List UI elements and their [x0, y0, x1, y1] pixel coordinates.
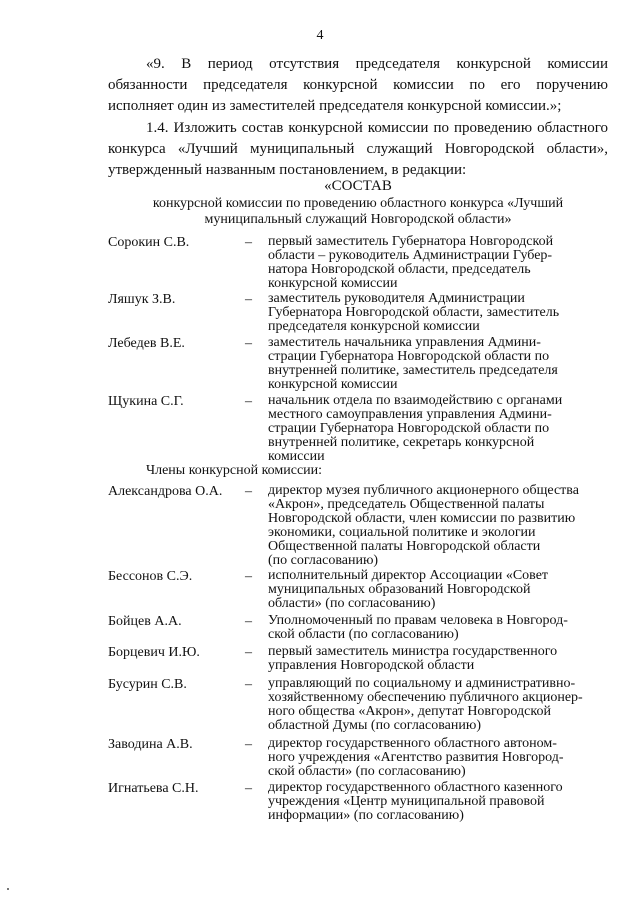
role-line: Новгородской области, член комиссии по развитию	[268, 511, 576, 526]
paragraph-line: «9. В период отсутствия председателя конкурсной комиссии	[146, 56, 608, 72]
scan-speck	[7, 888, 9, 890]
member-role	[268, 484, 608, 568]
role-line: заместитель начальника управления Админи-	[268, 335, 541, 350]
role-line: управляющий по социальному и административно-	[268, 676, 576, 691]
role-line: информации» (по согласованию)	[268, 808, 464, 823]
role-line: исполнительный директор Ассоциации «Совет	[268, 568, 549, 583]
role-line: Губернатора Новгородской области, заместитель	[268, 305, 560, 320]
role-line: председателя конкурсной комиссии	[268, 319, 480, 334]
page-number: 4	[316, 28, 324, 43]
role-line: области» (по согласованию)	[268, 596, 436, 611]
dash-separator: –	[245, 484, 252, 499]
role-line: директор государственного областного казенного	[268, 780, 563, 795]
member-role	[268, 235, 608, 291]
role-line: областной Думы (по согласованию)	[268, 718, 481, 733]
dash-separator: –	[245, 737, 252, 752]
role-line: внутренней политике, секретарь конкурсной	[268, 435, 535, 450]
member-name: Заводина А.В.	[108, 737, 193, 752]
member-name: Сорокин С.В.	[108, 235, 190, 250]
role-line: экономики, социальной политике и экологии	[268, 525, 536, 540]
dash-separator: –	[245, 781, 252, 796]
dash-separator: –	[245, 336, 252, 351]
member-name: Ляшук З.В.	[108, 292, 176, 307]
role-line: страции Губернатора Новгородской области по	[268, 421, 550, 436]
paragraph-line: обязанности председателя конкурсной комиссии по его поручению	[108, 77, 608, 93]
member-role	[268, 336, 608, 392]
paragraph-line: конкурса «Лучший муниципальный служащий Новгородской области»,	[108, 141, 608, 157]
paragraph-line: 1.4. Изложить состав конкурсной комиссии по проведению областного	[146, 120, 608, 136]
role-line: ного общества «Акрон», депутат Новгородской	[268, 704, 551, 719]
composition-subtitle-line: муниципальный служащий Новгородской области»	[204, 212, 512, 227]
role-line: Уполномоченный по правам человека в Новгород-	[268, 613, 568, 628]
dash-separator: –	[245, 677, 252, 692]
role-line: учреждения «Центр муниципальной правовой	[268, 794, 545, 809]
dash-separator: –	[245, 394, 252, 409]
role-line: первый заместитель министра государственного	[268, 644, 558, 659]
members-heading: Члены конкурсной комиссии:	[146, 463, 323, 478]
dash-separator: –	[245, 292, 252, 307]
role-line: муниципальных образований Новгородской	[268, 582, 531, 597]
role-line: директор государственного областного автоном-	[268, 736, 557, 751]
member-name: Борцевич И.Ю.	[108, 645, 200, 660]
role-line: «Акрон», председатель Общественной палаты	[268, 497, 545, 512]
role-line: хозяйственному обеспечению публичного акционер-	[268, 690, 583, 705]
role-line: ской области» (по согласованию)	[268, 764, 466, 779]
role-line: директор музея публичного акционерного общества	[268, 483, 579, 498]
role-line: Общественной палаты Новгородской области	[268, 539, 541, 554]
intro-paragraph	[108, 54, 608, 117]
commission-member-row	[108, 781, 608, 861]
role-line: заместитель руководителя Администрации	[268, 291, 525, 306]
member-role	[268, 569, 608, 611]
member-name: Щукина С.Г.	[108, 394, 184, 409]
member-role	[268, 614, 608, 642]
member-name: Бусурин С.В.	[108, 677, 187, 692]
commission-member-row	[108, 394, 608, 474]
role-line: натора Новгородской области, председатель	[268, 262, 531, 277]
member-name: Александрова О.А.	[108, 484, 223, 499]
dash-separator: –	[245, 645, 252, 660]
role-line: комиссии	[268, 449, 325, 464]
composition-subtitle-line: конкурсной комиссии по проведению областного конкурса «Лучший	[152, 196, 564, 211]
member-name: Лебедев В.Е.	[108, 336, 185, 351]
paragraph-line: исполняет один из заместителей председателя конкурсной комиссии.»;	[108, 98, 562, 114]
member-role	[268, 781, 608, 823]
dash-separator: –	[245, 235, 252, 250]
dash-separator: –	[245, 569, 252, 584]
role-line: ской области (по согласованию)	[268, 627, 459, 642]
role-line: конкурсной комиссии	[268, 276, 398, 291]
role-line: страции Губернатора Новгородской области по	[268, 349, 550, 364]
role-line: (по согласованию)	[268, 553, 379, 568]
role-line: области – руководитель Администрации Губер-	[268, 248, 553, 263]
paragraph-line: утвержденный названным постановлением, в редакции:	[108, 162, 467, 178]
commission-member-row	[108, 483, 608, 568]
member-name: Бессонов С.Э.	[108, 569, 193, 584]
composition-title: «СОСТАВ	[324, 178, 392, 194]
member-name: Игнатьева С.Н.	[108, 781, 199, 796]
role-line: местного самоуправления управления Админи-	[268, 407, 552, 422]
role-line: начальник отдела по взаимодействию с органами	[268, 393, 563, 408]
member-role	[268, 292, 608, 334]
amendment-paragraph	[108, 118, 608, 181]
role-line: ного учреждения «Агентство развития Новгород-	[268, 750, 564, 765]
composition-heading	[108, 176, 608, 228]
member-role	[268, 394, 608, 464]
role-line: первый заместитель Губернатора Новгородской	[268, 234, 554, 249]
member-role	[268, 677, 608, 733]
member-role	[268, 737, 608, 779]
dash-separator: –	[245, 614, 252, 629]
member-name: Бойцев А.А.	[108, 614, 182, 629]
member-role	[268, 645, 608, 673]
role-line: управления Новгородской области	[268, 658, 475, 673]
role-line: внутренней политике, заместитель председателя	[268, 363, 558, 378]
role-line: конкурсной комиссии	[268, 377, 398, 392]
